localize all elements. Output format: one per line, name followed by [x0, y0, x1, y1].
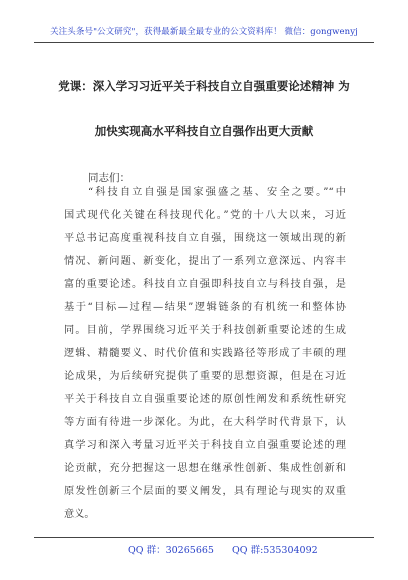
body-text-line: “科技自立自强是国家强盛之基、安全之要。”“中 [88, 187, 346, 198]
body-text-line: 平关于科技自立自强重要论述的原创性阐发和系统性研究 [64, 394, 346, 405]
body-text-line: 平总书记高度重视科技自立自强，围绕这一领域出现的新 [64, 233, 346, 244]
body-text-line: 基于“目标—过程—结果”逻辑链条的有机统一和整体协 [64, 302, 346, 313]
body-text-line: 国式现代化关键在科技现代化。”党的十八大以来，习近 [64, 210, 346, 221]
body-text-line: 意义。 [64, 509, 95, 520]
body-text-line: 等方面有待进一步深化。为此，在大科学时代背景下，认 [64, 417, 346, 428]
footer-qq-group-1: QQ 群：30265665 [128, 545, 214, 556]
body-text-line: 论贡献，充分把握这一思想在继承性创新、集成性创新和 [64, 463, 346, 474]
header-divider [34, 42, 374, 43]
salutation: 同志们： [88, 172, 130, 184]
body-text-line: 论成果，为后续研究提供了重要的思想资源，但是在习近 [64, 371, 346, 382]
document-title-line-1: 党课：深入学习习近平关于科技自立自强重要论述精神 为 [58, 79, 350, 93]
footer-qq-group-2: QQ 群:535304092 [232, 545, 318, 556]
body-text-line: 同。目前，学界围绕习近平关于科技创新重要论述的生成 [64, 325, 346, 336]
body-text-line: 逻辑、精髓要义、时代价值和实践路径等形成了丰硕的理 [64, 348, 346, 359]
body-text-line: 原发性创新三个层面的要义阐发，具有理论与现实的双重 [64, 486, 346, 497]
body-text-line: 情况、新问题、新变化，提出了一系列立意深远、内容丰 [64, 256, 346, 267]
footer-divider [34, 537, 374, 538]
body-text-line: 富的重要论述。科技自立自强即科技自立与科技自强，是 [64, 279, 346, 290]
body-text-line: 真学习和深入考量习近平关于科技自立自强重要论述的理 [64, 440, 346, 451]
header-promo-note: 关注头条号"公文研究"，获得最新最全最专业的公文资料库！ 微信：gongwenyj [50, 27, 358, 37]
document-title-line-2: 加快实现高水平科技自立自强作出更大贡献 [94, 124, 314, 138]
